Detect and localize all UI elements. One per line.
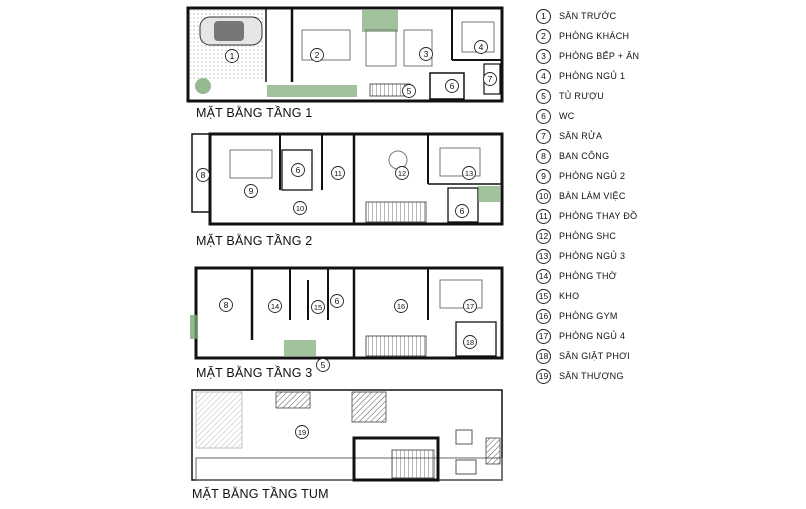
room-marker-number: 1 [229,51,235,61]
legend-item [536,306,618,326]
legend-number: 4 [536,69,551,84]
room-marker-number: 7 [487,74,493,84]
planter-strip [267,85,357,97]
legend-number: 18 [536,349,551,364]
room-marker-number: 5 [320,360,326,370]
legend-label: PHÒNG NGỦ 3 [559,251,626,261]
tum-floor-title: MẶT BẰNG TẦNG TUM [192,487,329,501]
legend-item [536,146,609,166]
legend-number: 6 [536,109,551,124]
legend-item [536,66,625,86]
legend-number: 3 [536,49,551,64]
legend-item [536,246,625,266]
plant-icon [195,78,211,94]
room-marker-number: 3 [423,49,429,59]
room-marker-number: 17 [465,302,475,311]
legend-label: SÂN RỬA [559,131,603,141]
legend-label: PHÒNG KHÁCH [559,31,630,41]
legend-label: PHÒNG THAY ĐỒ [559,211,638,221]
legend-item [536,226,616,246]
legend-label: PHÒNG NGỦ 1 [559,71,626,81]
legend-item [536,286,579,306]
room-marker-number: 10 [295,204,305,213]
legend-label: WC [559,111,575,121]
legend-number: 17 [536,329,551,344]
legend-item [536,126,602,146]
legend-number: 13 [536,249,551,264]
floor-3-plan [190,268,502,358]
room-marker-number: 16 [396,302,406,311]
legend-item [536,326,625,346]
floor-3-title: MẶT BẰNG TẦNG 3 [196,366,313,380]
room-marker-number: 6 [334,296,340,306]
room-marker-number: 4 [478,42,484,52]
legend-label: PHÒNG THỜ [559,271,617,281]
legend-number: 12 [536,229,551,244]
car-icon [200,17,262,45]
legend-item [536,86,604,106]
legend-number: 14 [536,269,551,284]
room-marker-number: 6 [459,206,465,216]
tum-floor-plan [192,390,502,480]
legend-label: PHÒNG SHC [559,231,617,241]
legend-label: PHÒNG BẾP + ĂN [559,51,640,61]
room-marker-number: 14 [270,302,280,311]
garden-patch [362,10,398,32]
legend-number: 19 [536,369,551,384]
legend-label: SÂN TRƯỚC [559,11,617,21]
legend-label: PHÒNG GYM [559,311,618,321]
room-marker-number: 12 [397,169,407,178]
legend-item [536,6,616,26]
legend-item [536,346,630,366]
room-marker-number: 2 [314,50,320,60]
legend-number: 15 [536,289,551,304]
legend-number: 8 [536,149,551,164]
floor-2-title: MẶT BẰNG TẦNG 2 [196,234,313,248]
room-marker-number: 13 [464,169,474,178]
room-marker-number: 6 [449,81,455,91]
legend-number: 5 [536,89,551,104]
legend-item [536,366,624,386]
room-marker-number: 8 [223,300,229,310]
legend-label: TỦ RƯỢU [559,91,604,101]
legend-number: 11 [536,209,551,224]
legend-number: 7 [536,129,551,144]
legend-label: PHÒNG NGỦ 4 [559,331,626,341]
legend-item [536,26,629,46]
legend-label: BÀN LÀM VIỆC [559,191,626,201]
legend-label: SÂN GIẶT PHƠI [559,351,630,361]
legend-number: 16 [536,309,551,324]
legend-number: 2 [536,29,551,44]
legend-item [536,166,625,186]
legend-label: PHÒNG NGỦ 2 [559,171,626,181]
room-marker-number: 8 [200,170,206,180]
legend-number: 10 [536,189,551,204]
legend-item [536,106,575,126]
room-marker-number: 18 [465,338,475,347]
room-marker-number: 9 [248,186,254,196]
room-marker-number: 15 [313,303,323,312]
room-marker-number: 6 [295,165,301,175]
room-marker-number: 11 [334,169,342,178]
legend-number: 9 [536,169,551,184]
floor-1-title: MẶT BẰNG TẦNG 1 [196,106,313,120]
legend-item [536,46,639,66]
legend-label: SÂN THƯỢNG [559,371,624,381]
legend-item [536,266,617,286]
legend-item [536,206,637,226]
legend-item [536,186,626,206]
legend-label: KHO [559,291,580,301]
legend-label: BAN CÔNG [559,151,610,161]
room-marker-number: 19 [297,428,307,437]
legend-number: 1 [536,9,551,24]
room-marker-number: 5 [406,86,412,96]
